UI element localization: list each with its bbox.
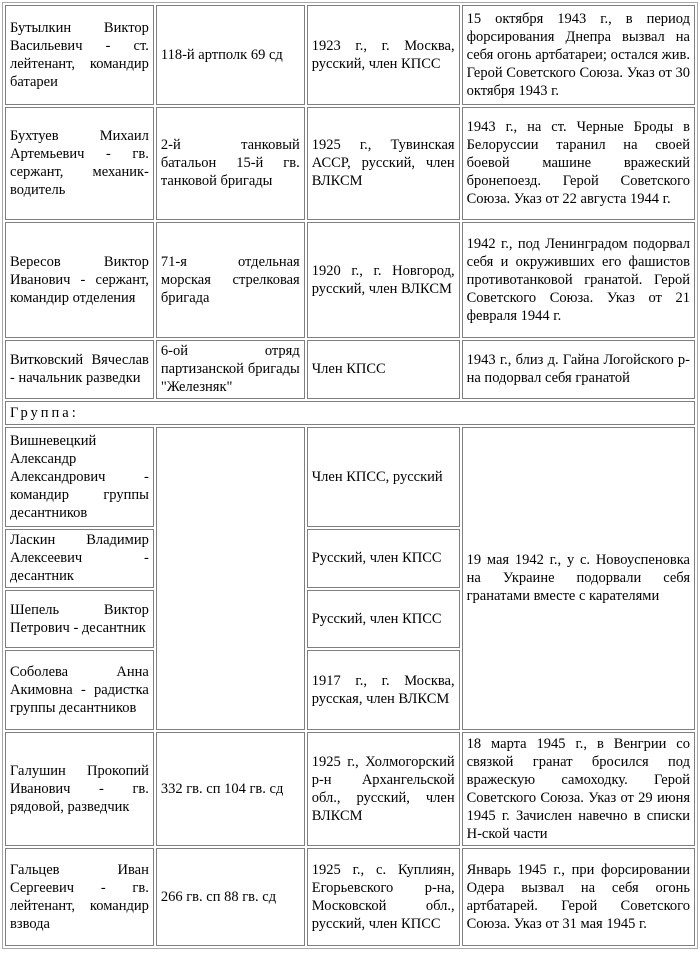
name-cell: Ласкин Владимир Алексеевич - десантник bbox=[5, 529, 154, 588]
deed-cell: 1943 г., близ д. Гайна Логойского р-на подорвал себя гранатой bbox=[462, 340, 695, 399]
bio-cell: 1923 г., г. Москва, русский, член КПСС bbox=[307, 5, 460, 105]
deed-cell: 15 октября 1943 г., в период форсирования Днепра вызвал на себя огонь артбатареи; остался жив. Герой Советского Союза. Указ от 30 октября 1943 г. bbox=[462, 5, 695, 105]
table-row bbox=[5, 848, 695, 946]
deed-cell: 18 марта 1945 г., в Венгрии со связкой гранат бросился под вражескую самоходку. Герой Советского Союза. Указ от 29 июня 1945 г. Зачислен навечно в списки Н-ской части bbox=[462, 732, 695, 846]
deed-cell: Январь 1945 г., при форсировании Одера вызвал на себя огонь артбатарей. Герой Советского Союза. Указ от 31 мая 1945 г. bbox=[462, 848, 695, 946]
bio-cell: 1920 г., г. Новгород, русский, член ВЛКСМ bbox=[307, 222, 460, 338]
name-cell: Галушин Прокопий Иванович - гв. рядовой, разведчик bbox=[5, 732, 154, 846]
heroes-table bbox=[2, 2, 698, 949]
bio-cell: 1925 г., Холмогорский р-н Архангельской обл., русский, член ВЛКСМ bbox=[307, 732, 460, 846]
table-row bbox=[5, 427, 695, 527]
unit-cell: 71-я отдельная морская стрелковая бригада bbox=[156, 222, 305, 338]
bio-cell: Член КПСС bbox=[307, 340, 460, 399]
name-cell: Витковский Вячеслав - начальник разведки bbox=[5, 340, 154, 399]
name-cell: Бухтуев Михаил Артемьевич - гв. сержант, механик-водитель bbox=[5, 107, 154, 220]
table-row bbox=[5, 340, 695, 399]
unit-cell-empty bbox=[156, 427, 305, 730]
group-deed-cell: 19 мая 1942 г., у с. Новоуспеновка на Украине подорвали себя гранатами вместе с карателями bbox=[462, 427, 695, 730]
table-row bbox=[5, 107, 695, 220]
unit-cell: 6-ой отряд партизанской бригады "Железняк" bbox=[156, 340, 305, 399]
table-row bbox=[5, 222, 695, 338]
deed-cell: 1942 г., под Ленинградом подорвал себя и окруживших его фашистов противотанковой гранатой. Герой Советского Союза. Указ от 21 февраля 1944 г. bbox=[462, 222, 695, 338]
unit-cell: 118-й артполк 69 сд bbox=[156, 5, 305, 105]
group-label: Группа: bbox=[5, 401, 695, 425]
unit-cell: 266 гв. сп 88 гв. сд bbox=[156, 848, 305, 946]
table-row bbox=[5, 732, 695, 846]
name-cell: Бутылкин Виктор Васильевич - ст. лейтенант, командир батареи bbox=[5, 5, 154, 105]
bio-cell: 1925 г., Тувинская АССР, русский, член ВЛКСМ bbox=[307, 107, 460, 220]
unit-cell: 332 гв. сп 104 гв. сд bbox=[156, 732, 305, 846]
deed-cell: 1943 г., на ст. Черные Броды в Белоруссии таранил на своей боевой машине вражеский бронепоезд. Герой Советского Союза. Указ от 22 августа 1944 г. bbox=[462, 107, 695, 220]
table-row bbox=[5, 5, 695, 105]
name-cell: Шепель Виктор Петрович - десантник bbox=[5, 590, 154, 648]
bio-cell: Член КПСС, русский bbox=[307, 427, 460, 527]
name-cell: Гальцев Иван Сергеевич - гв. лейтенант, командир взвода bbox=[5, 848, 154, 946]
name-cell: Соболева Анна Акимовна - радистка группы десантников bbox=[5, 650, 154, 730]
name-cell: Вишневецкий Александр Александрович - командир группы десантников bbox=[5, 427, 154, 527]
unit-cell: 2-й танковый батальон 15-й гв. танковой бригады bbox=[156, 107, 305, 220]
bio-cell: 1925 г., с. Куплиян, Егорьевского р-на, Московской обл., русский, член КПСС bbox=[307, 848, 460, 946]
group-label-row bbox=[5, 401, 695, 425]
bio-cell: Русский, член КПСС bbox=[307, 590, 460, 648]
bio-cell: Русский, член КПСС bbox=[307, 529, 460, 588]
name-cell: Вересов Виктор Иванович - сержант, командир отделения bbox=[5, 222, 154, 338]
bio-cell: 1917 г., г. Москва, русская, член ВЛКСМ bbox=[307, 650, 460, 730]
